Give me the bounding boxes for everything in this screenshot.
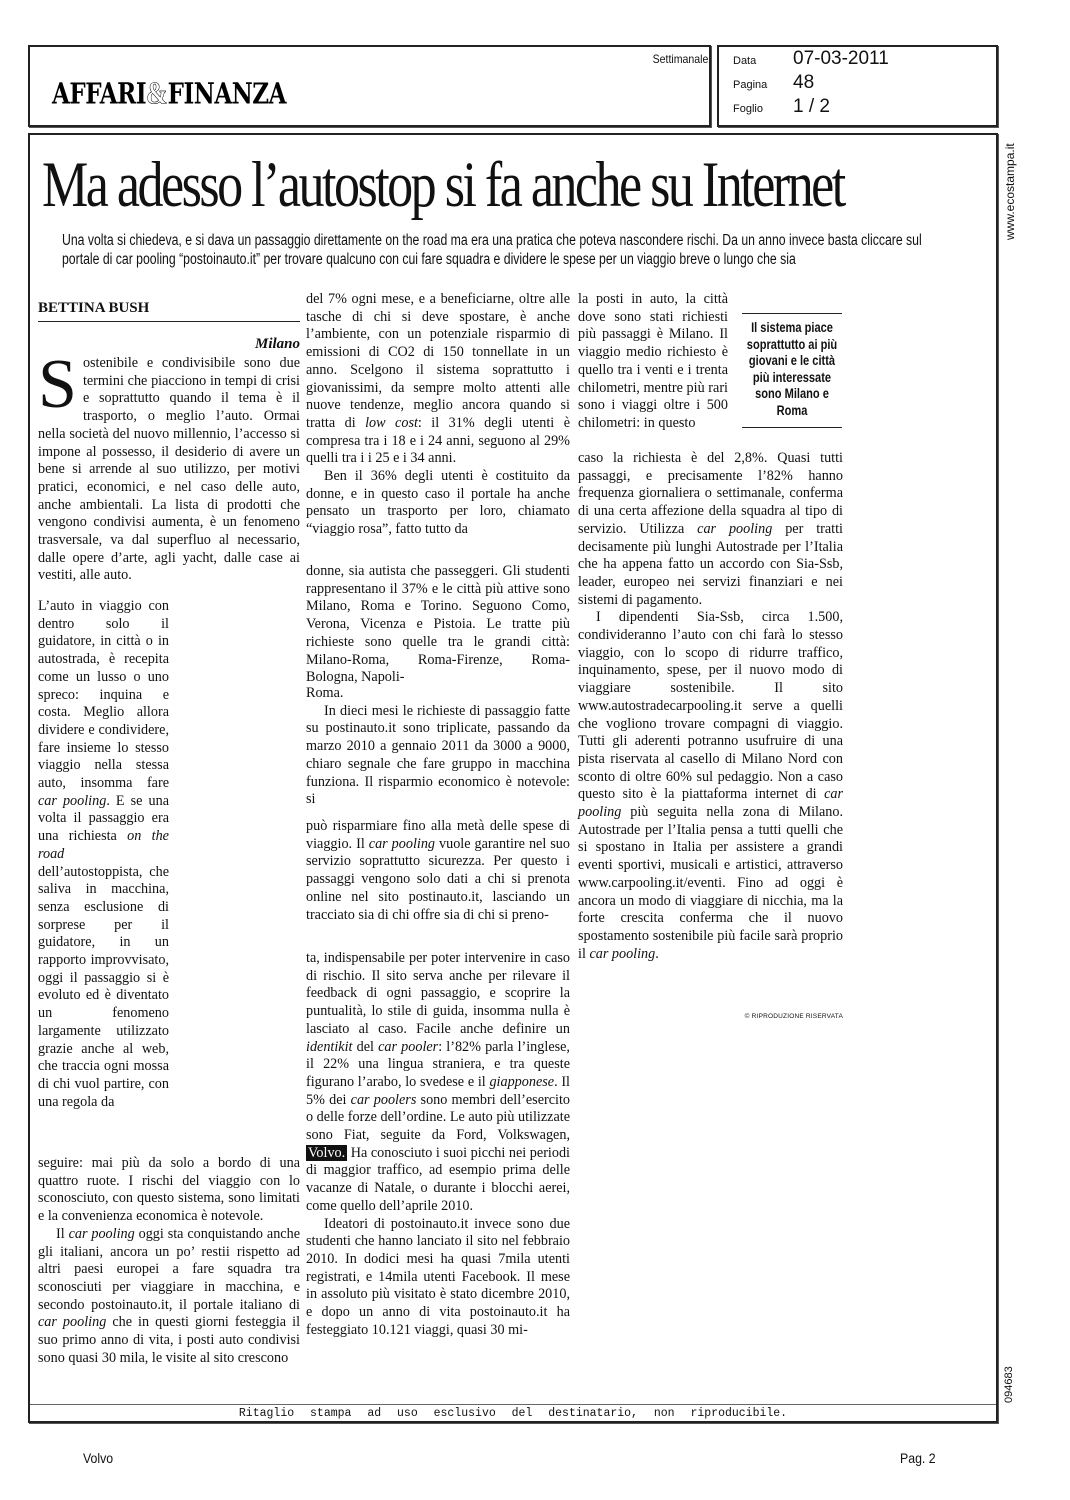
- paragraph: [306, 950, 570, 1216]
- paragraph-text: caso la richiesta è del 2,8%. Quasi tutti passaggi, e precisamente l’82% hanno frequenza giornaliera o settimanale, conferma di una certa affezione della squadra al tipo di servizio. Utilizza: [578, 450, 843, 537]
- paragraph-text: può risparmiare fino alla metà delle spese di viaggio. Il: [306, 818, 570, 852]
- copyright-notice: © RIPRODUZIONE RISERVATA: [744, 1013, 843, 1020]
- paragraph-text: .: [655, 945, 659, 962]
- article-column-2-part3: [306, 685, 570, 809]
- paragraph-text: . E se una volta il passaggio era una richiesta: [38, 792, 169, 845]
- paragraph-text: : il 31% degli utenti è compresa tra i 18 e i 24 anni, seguono al 29% quelli tra i i 25 e i 34 anni.: [306, 414, 570, 467]
- paragraph-text: del 7% ogni mese, e a beneficiarne, oltre alle tasche di chi si deve spostare, è anche l’ambiente, con un potenziale risparmio di emissioni di CO2 di 150 tonnellate in un anno. Scelgono il sistema soprattutto i giovanissimi, da sempre molto attenti alle nuove tendenze, meglio ancora quando si tratta di: [306, 291, 570, 431]
- emphasis: car pooling: [38, 792, 107, 809]
- footer-keyword: Volvo: [83, 1450, 114, 1466]
- paragraph: [38, 598, 169, 1111]
- article-column-3: [578, 450, 843, 963]
- meta-date: [733, 48, 889, 70]
- clipping-code: 094683: [1003, 1366, 1015, 1403]
- paragraph: Ben il 36% degli utenti è costituito da donne, e in questo caso il portale ha anche pensato un trasporto per loro, chiamato “viaggio rosa”, fatto tutto da: [306, 468, 570, 538]
- paragraph: [38, 346, 300, 585]
- paragraph-text: . Il 5% dei: [306, 1073, 570, 1108]
- byline: BETTINA BUSH: [38, 300, 300, 322]
- emphasis: car poolers: [350, 1091, 417, 1108]
- footer-divider: [30, 1404, 996, 1405]
- paragraph: donne, sia autista che passeggeri. Gli studenti rappresentano il 37% e le città più attive sono Milano, Roma e Torino. Seguono Como, Verona, Vicenza e Pistoia. Le tratte più richieste sono quelle tra le grandi città: Milano-Roma, Roma-Firenze, Roma-Bologna, Napoli-: [306, 563, 570, 686]
- article-column-2-part4: [306, 818, 570, 924]
- logo-word-affari: AFFARI: [52, 77, 147, 111]
- meta-page-label: Pagina: [733, 79, 768, 91]
- usage-disclaimer: Ritaglio stampa ad uso esclusivo del destinatario, non riproducibile.: [238, 1407, 788, 1420]
- paragraph-text: più seguita nella zona di Milano. Autostrade per l’Italia pensa a tutti quelli che si spostano in Italia per assistere a grandi eventi sportivi, musicali e artistici, attraverso www.carpooling.it/eventi. Fino ad oggi è ancora un modo di viaggiare di nicchia, ma la forte crescita conferma che il nuovo spostamento sostenibile più facile sarà proprio il: [578, 804, 843, 962]
- paragraph-text: dell’autostoppista, che saliva in macchina, senza esclusione di sorprese per il guidatore, in un rapporto improvvisato, oggi il passaggio si è evoluto ed è diventato un fenomeno largamente utilizzato grazie anche al web, che traccia ogni mossa di chi vuol partire, con una regola da: [38, 863, 169, 1110]
- paragraph-text: del: [352, 1038, 379, 1055]
- paragraph-text: : l’82% parla l’inglese, il 22% una lingua straniera, e tra queste figurano l’arabo, lo svedese e il: [306, 1038, 570, 1090]
- logo-ampersand: &: [146, 76, 168, 112]
- periodicity-label: Settimanale: [652, 52, 708, 66]
- paragraph-text: Il: [56, 1225, 69, 1242]
- article-column-1: [38, 346, 300, 585]
- footer-page-number: Pag. 2: [900, 1450, 936, 1466]
- drop-cap: S: [38, 346, 77, 423]
- paragraph: la posti in auto, la città dove sono stati richiesti più passaggi è Milano. Il viaggio medio richiesto è quello tra i venti e i trenta chilometri, mentre più rari sono i viaggi oltre i 500 chilometri: in questo: [578, 291, 728, 431]
- paragraph: Ideatori di postoinauto.it invece sono due studenti che hanno lanciato il sito nel febbraio 2010. In dodici mesi ha quasi 7mila utenti registrati, e 14mila utenti Facebook. Il mese in assoluto più visitato è stato dicembre 2010, e dopo un anno di vita postoinauto.it ha festeggiato 10.121 viaggi, quasi 30 mi-: [306, 1215, 570, 1338]
- paragraph-text: Ha conosciuto i suoi picchi nei periodi di maggior traffico, ad esempio prima delle vacanze di Natale, o durante i blocchi aerei, come quello dell’aprile 2010.: [306, 1144, 570, 1214]
- emphasis: car pooling: [578, 786, 843, 821]
- emphasis: car pooling: [68, 1225, 135, 1242]
- paragraph-text: oggi sta conquistando anche gli italiani, ancora un po’ restii rispetto ad altri paesi europei a fare squadra tra sconosciuti per viaggiare in macchina, e secondo postoinauto.it, il portale italiano di: [38, 1225, 300, 1313]
- paragraph: In dieci mesi le richieste di passaggio fatte su postinauto.it sono triplicate, passando da marzo 2010 a gennaio 2011 da 3000 a 9000, chiaro segnale che fare gruppo in macchina funziona. Il risparmio economico è notevole: si: [306, 702, 570, 808]
- pull-quote-text: Il sistema piace soprattutto ai più giovani e le città più interessate sono Milano e Roma: [746, 320, 838, 418]
- emphasis: giapponese: [489, 1073, 555, 1090]
- emphasis: on the road: [38, 828, 169, 862]
- paragraph: [306, 818, 570, 924]
- article-column-2-part2: [306, 563, 570, 687]
- dateline: Milano: [254, 336, 300, 352]
- paragraph: Roma.: [306, 685, 344, 701]
- article-column-1-bottom: [38, 1155, 300, 1367]
- paragraph: [38, 1226, 300, 1368]
- logo-word-finanza: FINANZA: [167, 77, 286, 111]
- meta-sheet: [733, 96, 830, 118]
- source-url: www.ecostampa.it: [1003, 143, 1017, 240]
- publication-logo: [52, 76, 286, 113]
- meta-date-value: 07-03-2011: [793, 48, 889, 69]
- highlighted-keyword: Volvo.: [308, 1144, 346, 1161]
- headline: Ma adesso l’autostop si fa anche su Internet: [42, 149, 844, 221]
- paragraph-text: I dipendenti Sia-Ssb, circa 1.500, condivideranno l’auto con chi farà lo stesso viaggio, con lo scopo di ridurre traffico, inquinamento, spese, per il nuovo modo di viaggiare sostenibile. Il sito www.autostradecarpooling.it serve a quelli che vogliono trovare compagni di viaggio. Tutti gli aderenti potranno usufruire di una pista riservata al casello di Milano Nord con sconto di oltre 60% sul pedaggio. Non a caso questo sito è la piattaforma internet di: [578, 609, 843, 803]
- emphasis: car pooler: [378, 1038, 439, 1055]
- emphasis: car pooling: [368, 835, 436, 852]
- paragraph: [578, 609, 843, 963]
- paragraph: [38, 1155, 300, 1226]
- article-column-2-part5: [306, 950, 570, 1339]
- emphasis: low cost: [365, 414, 418, 431]
- meta-page-value: 48: [793, 72, 815, 93]
- emphasis: car pooling: [589, 945, 656, 962]
- paragraph-text: ta, indispensabile per poter intervenire in caso di rischio. Il sito serva anche per rilevare il feedback di ogni passaggio, e scoprire la puntualità, lo stile di guida, insomma nulla è lasciato al caso. Facile anche definire un: [306, 950, 570, 1037]
- article-column-1-narrow: [38, 598, 169, 1111]
- paragraph-text: L’auto in viaggio con dentro solo il guidatore, in città o in autostrada, è recepita come un lusso o uno spreco: inquina e costa. Meglio allora dividere e condividere, fare insieme lo stesso viaggio nella stessa auto, insomma fare: [38, 598, 169, 792]
- meta-sheet-label: Foglio: [733, 103, 763, 115]
- emphasis: identikit: [306, 1038, 353, 1055]
- paragraph-text: sono membri dell’esercito o delle forze dell’ordine. Le auto più utilizzate sono Fiat, seguite da Ford, Volkswagen,: [306, 1091, 570, 1144]
- meta-page: [733, 72, 814, 94]
- paragraph-text: vuole garantire nel suo servizio soprattutto sicurezza. Per questo i passaggi vengono solo dati a chi si prenota online nel sito postinauto.it, lasciando un tracciato sia di chi offre sia di chi si preno-: [306, 835, 570, 923]
- paragraph: [578, 450, 843, 609]
- paragraph-text: per tratti decisamente più lunghi Autostrade per l’Italia che ha appena fatto un accordo con Sia-Ssb, leader, europeo nei servizi finanziari e nei sistemi di pagamento.: [578, 520, 843, 608]
- paragraph: [306, 291, 570, 468]
- paragraph-text: ostenibile e condivisibile sono due termini che piacciono in tempi di crisi e soprattutto quando il tema è il trasporto, o meglio l’auto. Ormai nella società del nuovo millennio, l’accesso si impone al possesso, il desiderio di avere un bene si arrende al suo utilizzo, per motivi pratici, economici, e nel caso delle auto, anche ambientali. La lista di prodotti che vengono condivisi aumenta, è un fenomeno trasversale, va dal superfluo al necessario, dalle opere d’arte, agli yacht, dalle case ai vestiti, alle auto.: [38, 355, 300, 584]
- pull-quote: [742, 313, 842, 428]
- meta-date-label: Data: [733, 55, 757, 67]
- article-column-2: [306, 291, 570, 539]
- meta-sheet-value: 1 / 2: [793, 96, 830, 117]
- emphasis: car pooling: [697, 520, 773, 537]
- standfirst: Una volta si chiedeva, e si dava un passaggio direttamente on the road ma era una pratica che poteva nascondere rischi. Da un anno invece basta cliccare sul portale di car pooling “postoinauto.it” per trovare qualcuno con cui fare squadra e dividere le spese per un viaggio breve o lungo che sia: [62, 232, 922, 268]
- emphasis: car pooling: [38, 1314, 107, 1331]
- paragraph-text: che in questi giorni festeggia il suo primo anno di vita, i posti auto condivisi sono quasi 30 mila, le visite al sito crescono: [38, 1314, 301, 1366]
- paragraph-text: seguire: mai più da solo a bordo di una quattro ruote. I rischi del viaggio con lo sconosciuto, con questo sistema, sono limitati e la convenienza economica è notevole.: [38, 1155, 300, 1225]
- article-column-3-narrow: [578, 291, 728, 433]
